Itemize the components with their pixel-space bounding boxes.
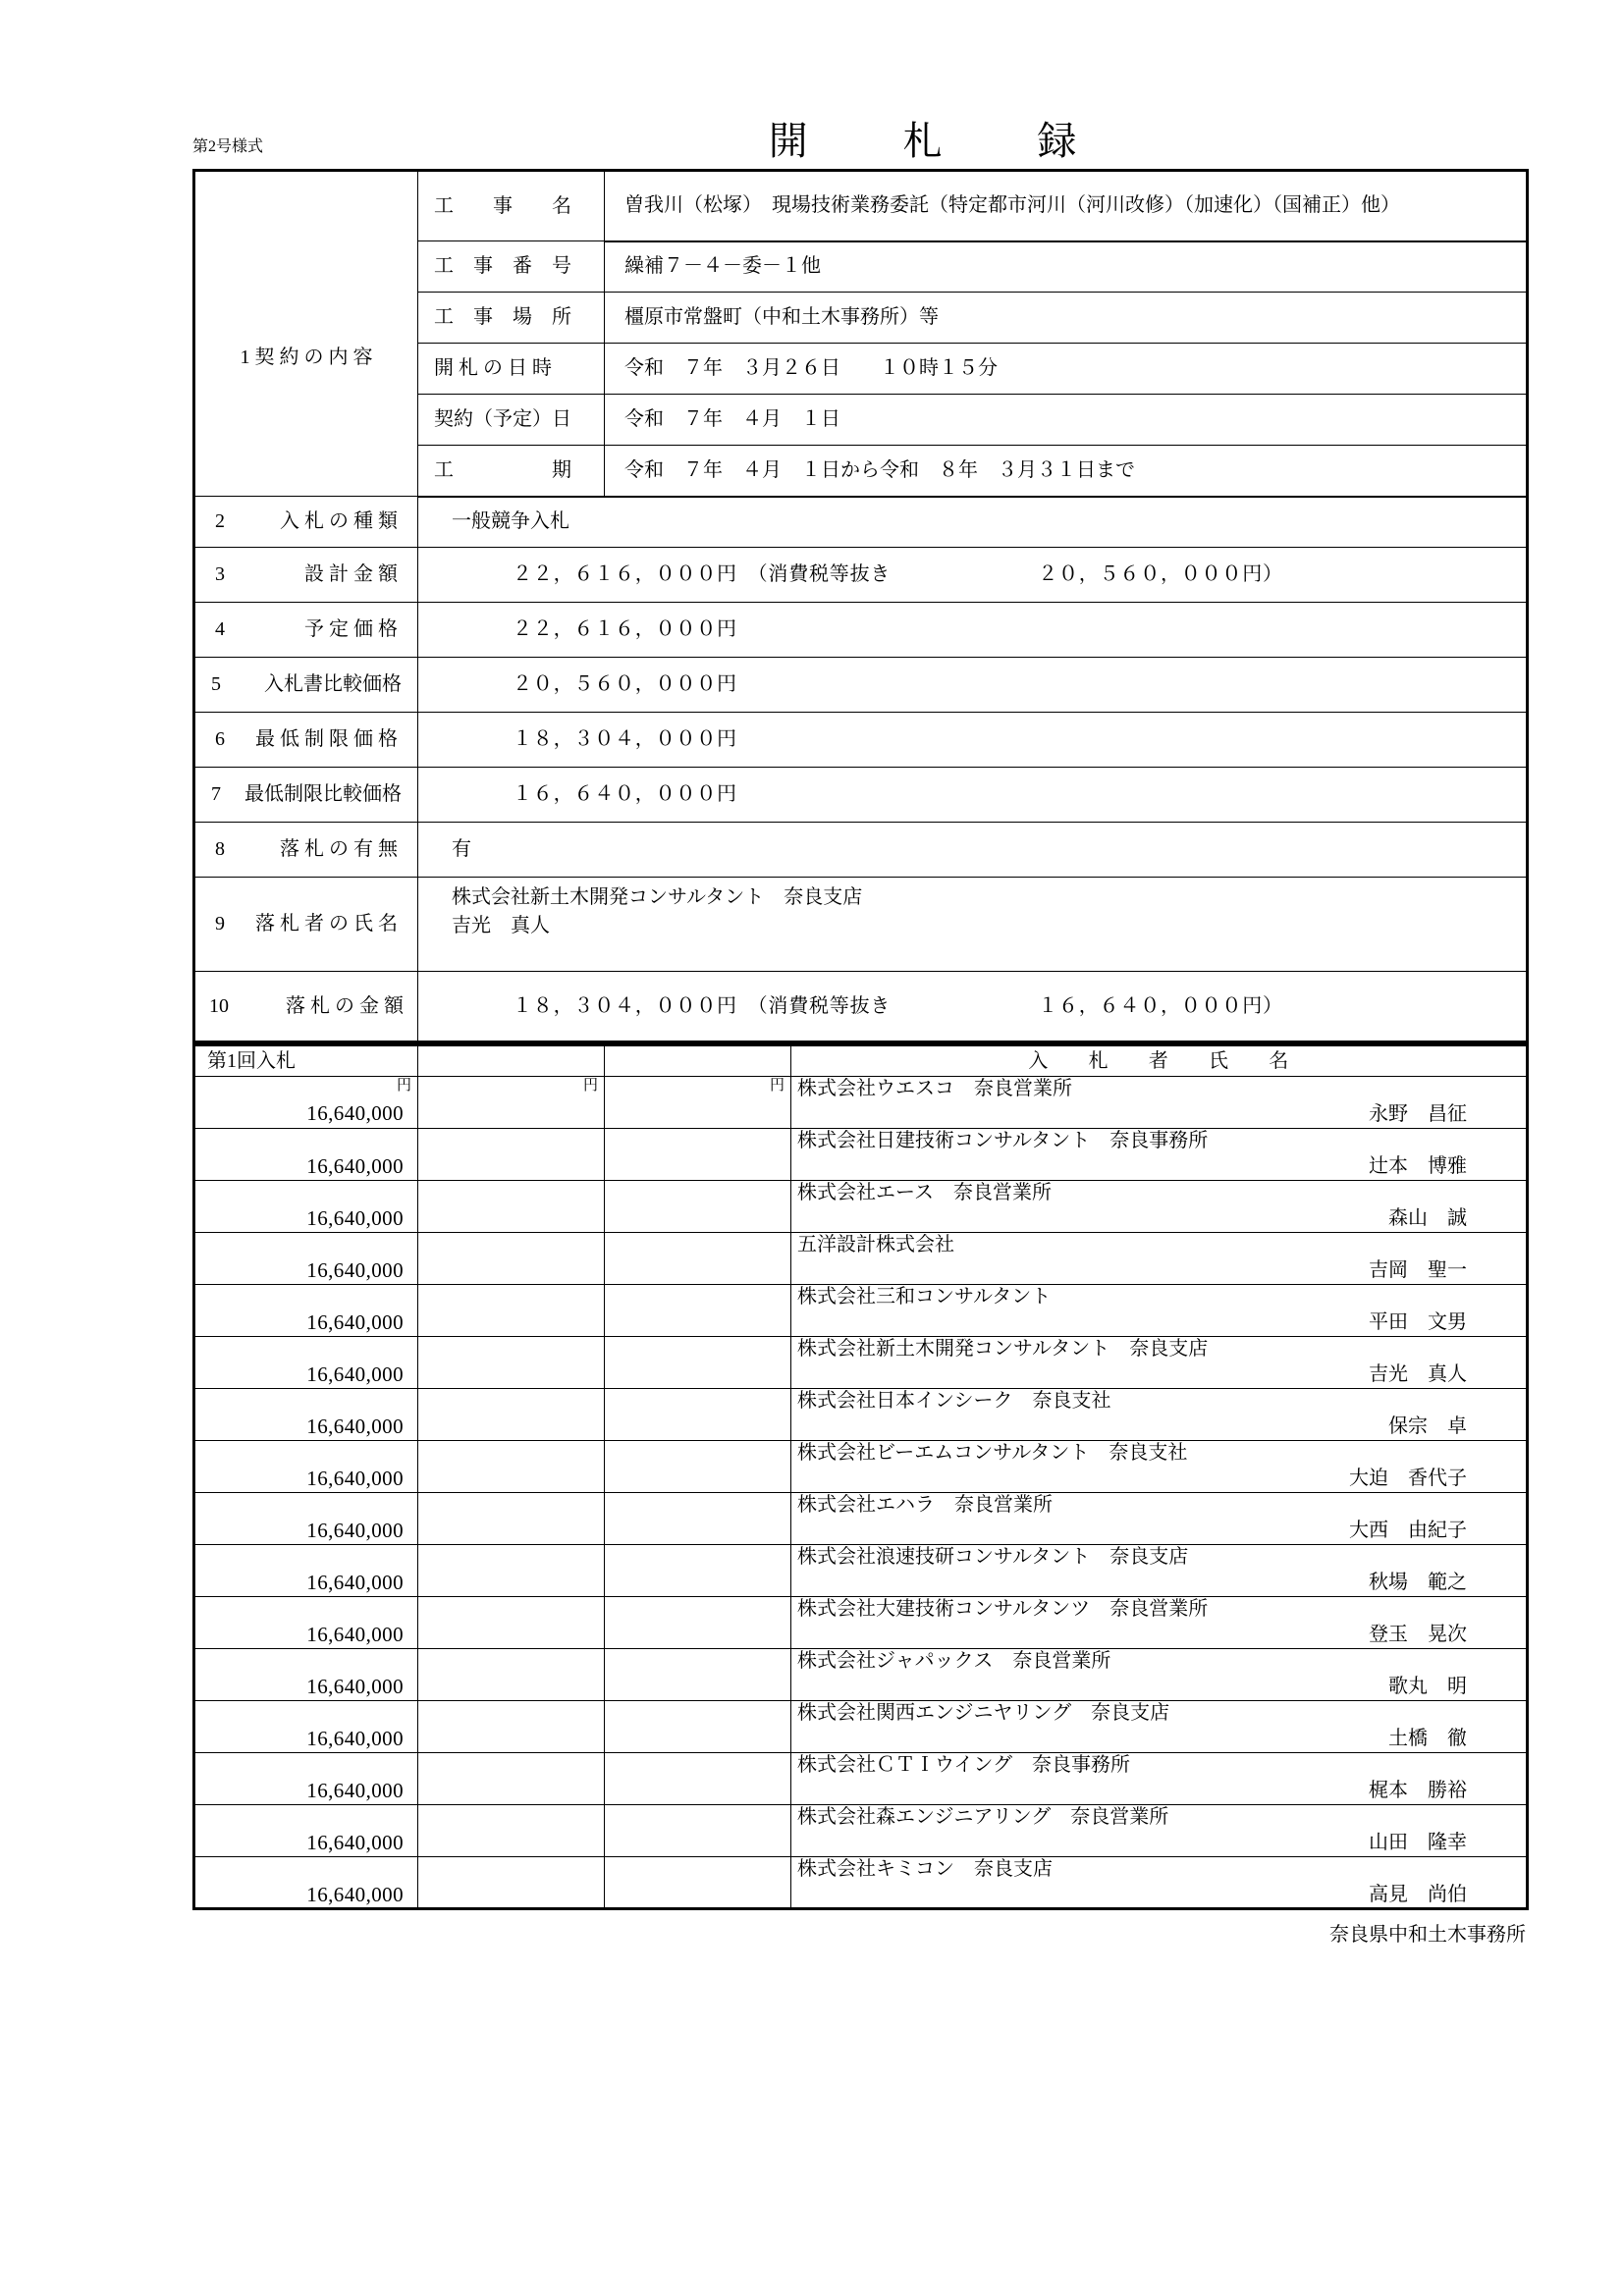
bidder-name-cell <box>791 1077 1528 1129</box>
bid-blank-cell-a <box>418 1233 605 1285</box>
bid-amount-cell <box>194 1805 418 1857</box>
bidder-person: 山田 隆幸 <box>1369 1831 1467 1853</box>
table-row <box>194 1337 1528 1389</box>
bid-amount: 16,640,000 <box>306 1519 404 1542</box>
item-value-award-exists: 有 <box>418 823 1528 878</box>
bidder-person: 吉岡 聖一 <box>1369 1258 1467 1281</box>
bidder-name-cell <box>791 1649 1528 1701</box>
title-char-2: 札 <box>902 119 944 163</box>
bidder-name-cell <box>791 1389 1528 1441</box>
bid-amount: 16,640,000 <box>306 1101 404 1125</box>
table-row <box>194 1077 1528 1129</box>
bid-amount: 16,640,000 <box>306 1831 404 1854</box>
bid-blank-cell-b <box>605 1389 791 1441</box>
table-row <box>194 1233 1528 1285</box>
bid-amount-cell <box>194 1077 418 1129</box>
item-text-6: 最 低 制 限 価 格 <box>255 728 398 750</box>
bid-blank-cell-a <box>418 1285 605 1337</box>
bidder-name-cell <box>791 1701 1528 1753</box>
bid-amount-cell <box>194 1337 418 1389</box>
bid-amount: 16,640,000 <box>306 1415 404 1438</box>
bidder-person: 辻本 博雅 <box>1369 1154 1467 1177</box>
bid-blank-cell-b <box>605 1649 791 1701</box>
bidder-name-cell <box>791 1337 1528 1389</box>
bidder-person: 吉光 真人 <box>1369 1362 1467 1385</box>
issuing-office: 奈良県中和土木事務所 <box>1329 1924 1526 1946</box>
bidder-person: 土橋 徹 <box>1388 1727 1467 1749</box>
bid-amount: 16,640,000 <box>306 1258 404 1282</box>
bid-amount-cell <box>194 1753 418 1805</box>
item-no-8: 8 <box>215 838 225 860</box>
table-row <box>194 1649 1528 1701</box>
bid-blank-cell-b <box>605 1701 791 1753</box>
bidder-person: 高見 尚伯 <box>1369 1883 1467 1905</box>
bidder-person: 保宗 卓 <box>1388 1415 1467 1437</box>
bidder-company: 株式会社ＣＴＩウイング 奈良事務所 <box>797 1754 1130 1776</box>
item-label-planned-price <box>194 603 418 658</box>
table-row <box>194 1597 1528 1649</box>
table-row <box>194 1129 1528 1181</box>
bid-amount-cell <box>194 1389 418 1441</box>
bid-amount: 16,640,000 <box>306 1675 404 1698</box>
design-amount-excl-tax: ２０，５６０，０００円） <box>1038 563 1283 585</box>
bid-header-blank-1 <box>418 1045 605 1077</box>
item-text-7: 最低制限比較価格 <box>244 783 402 805</box>
bidder-company: 株式会社三和コンサルタント <box>797 1286 1052 1308</box>
section-label-contract: 1 契 約 の 内 容 <box>194 171 418 497</box>
bid-amount-cell <box>194 1129 418 1181</box>
bidder-name-cell <box>791 1441 1528 1493</box>
bid-amount: 16,640,000 <box>306 1154 404 1178</box>
table-row <box>194 1493 1528 1545</box>
bid-blank-cell-a <box>418 1493 605 1545</box>
item-text-4: 予 定 価 格 <box>304 618 398 640</box>
bidder-name-cell <box>791 1597 1528 1649</box>
bid-blank-cell-a <box>418 1857 605 1909</box>
item-text-3: 設 計 金 額 <box>304 563 398 585</box>
table-row <box>194 1753 1528 1805</box>
row-value-opening-datetime: 令和 ７年 ３月２６日 １０時１５分 <box>605 344 1528 395</box>
table-row <box>194 1805 1528 1857</box>
bidder-company: 株式会社日本インシーク 奈良支社 <box>797 1390 1111 1412</box>
item-text-2: 入 札 の 種 類 <box>280 510 398 532</box>
yen-symbol: 円 <box>769 1078 784 1094</box>
item-no-4: 4 <box>215 618 225 640</box>
item-text-10: 落 札 の 金 額 <box>286 994 404 1017</box>
item-no-2: 2 <box>215 510 225 532</box>
item-no-9: 9 <box>215 913 225 934</box>
item-no-10: 10 <box>209 994 229 1017</box>
bid-header-row <box>194 1045 1528 1077</box>
bid-blank-cell-b <box>605 1597 791 1649</box>
bid-blank-cell-b <box>605 1285 791 1337</box>
contract-details-table <box>192 169 1529 1043</box>
item-label-design-amount <box>194 548 418 603</box>
bidder-person: 平田 文男 <box>1369 1310 1467 1333</box>
row-value-contract-date: 令和 ７年 ４月 １日 <box>605 395 1528 446</box>
bidder-company: 株式会社キミコン 奈良支店 <box>797 1858 1053 1880</box>
table-row <box>194 1181 1528 1233</box>
bidder-name-cell <box>791 1181 1528 1233</box>
title-char-3: 録 <box>1037 119 1078 163</box>
item-text-9: 落 札 者 の 氏 名 <box>255 913 398 934</box>
item-label-award-exists <box>194 823 418 878</box>
bid-list-table <box>192 1043 1529 1910</box>
bid-amount-cell <box>194 1857 418 1909</box>
design-amount-incl-tax: ２２，６１６，０００円 （消費税等抜き <box>513 563 892 585</box>
winner-company: 株式会社新土木開発コンサルタント 奈良支店 <box>452 886 863 908</box>
bid-blank-cell-b <box>605 1077 791 1129</box>
bid-amount: 16,640,000 <box>306 1206 404 1230</box>
bid-amount-cell <box>194 1545 418 1597</box>
item-no-3: 3 <box>215 563 225 585</box>
yen-symbol: 円 <box>396 1078 411 1094</box>
bidder-company: 株式会社日建技術コンサルタント 奈良事務所 <box>797 1130 1209 1151</box>
item-value-minimum-limit-price: １８，３０４，０００円 <box>418 713 1528 768</box>
row-label-opening-datetime: 開 札 の 日 時 <box>418 344 605 395</box>
item-value-award-amount <box>418 972 1528 1042</box>
item-value-planned-price: ２２，６１６，０００円 <box>418 603 1528 658</box>
bidder-company: 株式会社森エンジニアリング 奈良営業所 <box>797 1806 1169 1828</box>
table-row <box>194 1441 1528 1493</box>
title-char-1: 開 <box>768 119 809 163</box>
bid-amount-cell <box>194 1597 418 1649</box>
bid-amount: 16,640,000 <box>306 1310 404 1334</box>
item-value-bid-comparison-price: ２０，５６０，０００円 <box>418 658 1528 713</box>
award-amount-incl-tax: １８，３０４，０００円 （消費税等抜き <box>513 994 892 1017</box>
bidder-company: 株式会社エース 奈良営業所 <box>797 1182 1052 1203</box>
form-number: 第2号様式 <box>192 138 264 155</box>
item-label-bid-comparison-price <box>194 658 418 713</box>
document-title <box>609 110 1237 166</box>
bid-blank-cell-a <box>418 1753 605 1805</box>
row-value-work-period: 令和 ７年 ４月 １日から令和 ８年 ３月３１日まで <box>605 446 1528 497</box>
item-value-minimum-comparison-price: １６，６４０，０００円 <box>418 768 1528 823</box>
award-amount-excl-tax: １６，６４０，０００円） <box>1038 994 1283 1017</box>
item-value-bid-type: 一般競争入札 <box>418 497 1528 548</box>
item-text-5: 入札書比較価格 <box>264 673 402 695</box>
row-value-work-place: 橿原市常盤町（中和土木事務所）等 <box>605 293 1528 344</box>
bidder-name-cell <box>791 1753 1528 1805</box>
table-row <box>194 1701 1528 1753</box>
bid-blank-cell-b <box>605 1753 791 1805</box>
row-label-work-place: 工 事 場 所 <box>418 293 605 344</box>
row-label-work-period: 工 期 <box>418 446 605 497</box>
item-label-bid-type <box>194 497 418 548</box>
bidder-name-cell <box>791 1129 1528 1181</box>
bid-amount: 16,640,000 <box>306 1727 404 1750</box>
row-value-work-number: 繰補７－４－委－１他 <box>605 241 1528 293</box>
item-text-8: 落 札 の 有 無 <box>280 838 398 860</box>
bid-blank-cell-a <box>418 1545 605 1597</box>
bidder-person: 登玉 晃次 <box>1369 1623 1467 1645</box>
bid-blank-cell-a <box>418 1441 605 1493</box>
bid-blank-cell-a <box>418 1129 605 1181</box>
bid-blank-cell-b <box>605 1129 791 1181</box>
bid-amount: 16,640,000 <box>306 1571 404 1594</box>
bid-blank-cell-a <box>418 1077 605 1129</box>
bid-header-blank-2 <box>605 1045 791 1077</box>
bidder-company: 株式会社大建技術コンサルタンツ 奈良営業所 <box>797 1598 1209 1620</box>
yen-symbol: 円 <box>582 1078 598 1094</box>
bid-amount-cell <box>194 1285 418 1337</box>
bid-amount-cell <box>194 1233 418 1285</box>
item-label-award-amount <box>194 972 418 1042</box>
bid-header-bidder-name: 入 札 者 氏 名 <box>791 1045 1528 1077</box>
bidder-company: 株式会社エハラ 奈良営業所 <box>797 1494 1053 1516</box>
bidder-company: 株式会社浪速技研コンサルタント 奈良支店 <box>797 1546 1189 1568</box>
bid-round-label: 第1回入札 <box>194 1045 418 1077</box>
row-label-work-number: 工 事 番 号 <box>418 241 605 293</box>
bidder-name-cell <box>791 1805 1528 1857</box>
winner-person: 吉光 真人 <box>452 915 550 936</box>
bidder-name-cell <box>791 1545 1528 1597</box>
table-row <box>194 1389 1528 1441</box>
bidder-name-cell <box>791 1233 1528 1285</box>
row-label-contract-date: 契約（予定）日 <box>418 395 605 446</box>
bid-amount-cell <box>194 1493 418 1545</box>
bidder-company: 株式会社ビーエムコンサルタント 奈良支社 <box>797 1442 1188 1464</box>
item-label-winner-name <box>194 878 418 972</box>
row-value-work-name: 曽我川（松塚） 現場技術業務委託（特定都市河川（河川改修）（加速化）（国補正）他） <box>605 171 1528 241</box>
item-label-minimum-comparison-price <box>194 768 418 823</box>
bidder-person: 大迫 香代子 <box>1349 1467 1467 1489</box>
bid-amount: 16,640,000 <box>306 1883 404 1906</box>
bidder-person: 歌丸 明 <box>1388 1675 1467 1697</box>
item-value-design-amount <box>418 548 1528 603</box>
bidder-company: 株式会社新土木開発コンサルタント 奈良支店 <box>797 1338 1209 1360</box>
item-no-6: 6 <box>215 728 225 750</box>
bid-blank-cell-b <box>605 1441 791 1493</box>
bidder-name-cell <box>791 1857 1528 1909</box>
bid-amount-cell <box>194 1441 418 1493</box>
bidder-name-cell <box>791 1285 1528 1337</box>
item-label-minimum-limit-price <box>194 713 418 768</box>
table-row <box>194 1545 1528 1597</box>
bidder-person: 森山 誠 <box>1388 1206 1467 1229</box>
table-row <box>194 1285 1528 1337</box>
bid-blank-cell-a <box>418 1337 605 1389</box>
bid-amount: 16,640,000 <box>306 1362 404 1386</box>
bid-amount: 16,640,000 <box>306 1779 404 1802</box>
bid-amount-cell <box>194 1649 418 1701</box>
bidder-company: 五洋設計株式会社 <box>797 1234 954 1255</box>
bid-blank-cell-b <box>605 1857 791 1909</box>
bid-amount: 16,640,000 <box>306 1467 404 1490</box>
bid-blank-cell-a <box>418 1597 605 1649</box>
bid-blank-cell-a <box>418 1181 605 1233</box>
bid-blank-cell-b <box>605 1337 791 1389</box>
bid-blank-cell-b <box>605 1181 791 1233</box>
bid-blank-cell-b <box>605 1805 791 1857</box>
bidder-name-cell <box>791 1493 1528 1545</box>
row-label-work-name: 工 事 名 <box>418 171 605 241</box>
item-no-5: 5 <box>211 673 221 695</box>
bidder-company: 株式会社関西エンジニヤリング 奈良支店 <box>797 1702 1170 1724</box>
bid-amount-cell <box>194 1701 418 1753</box>
bid-blank-cell-a <box>418 1649 605 1701</box>
bidder-company: 株式会社ウエスコ 奈良営業所 <box>797 1078 1072 1099</box>
table-row <box>194 1857 1528 1909</box>
bid-blank-cell-b <box>605 1493 791 1545</box>
bid-blank-cell-b <box>605 1233 791 1285</box>
bidder-person: 永野 昌征 <box>1369 1102 1467 1125</box>
bid-blank-cell-b <box>605 1545 791 1597</box>
bid-amount: 16,640,000 <box>306 1623 404 1646</box>
bidder-person: 梶本 勝裕 <box>1369 1779 1467 1801</box>
bid-blank-cell-a <box>418 1805 605 1857</box>
bidder-company: 株式会社ジャパックス 奈良営業所 <box>797 1650 1111 1672</box>
bid-amount-cell <box>194 1181 418 1233</box>
bid-blank-cell-a <box>418 1701 605 1753</box>
bidder-person: 秋場 範之 <box>1369 1571 1467 1593</box>
item-value-winner-name <box>418 878 1528 972</box>
bid-blank-cell-a <box>418 1389 605 1441</box>
bidder-person: 大西 由紀子 <box>1349 1519 1467 1541</box>
item-no-7: 7 <box>211 783 221 805</box>
